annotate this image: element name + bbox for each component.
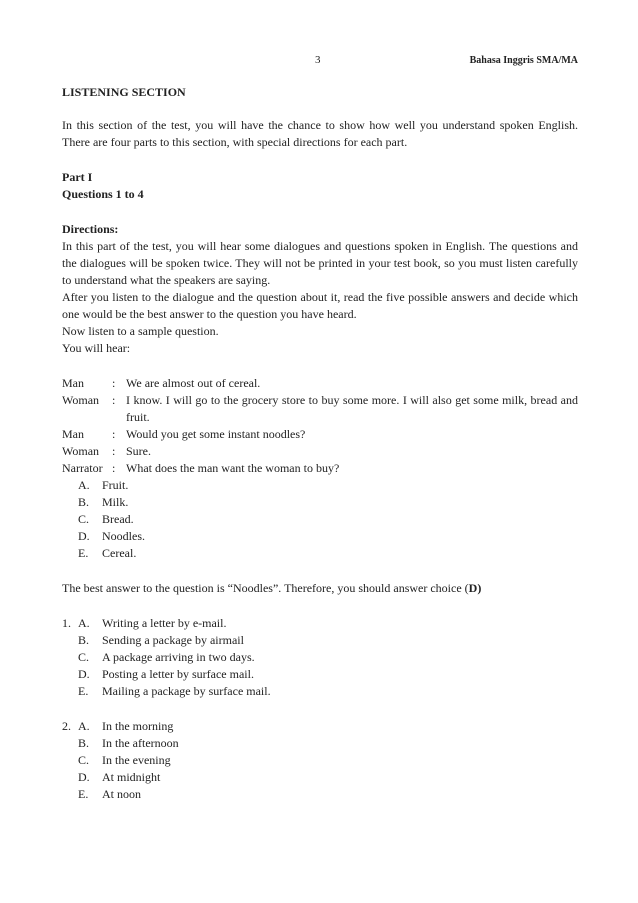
option-text: Bread. [102, 512, 134, 526]
option [78, 545, 578, 562]
option-text: Mailing a package by surface mail. [102, 684, 271, 698]
option-text: In the afternoon [102, 736, 179, 750]
section-intro: In this section of the test, you will have the chance to show how well you understand spoken English. There are four parts to this section, with special directions for each part. [62, 118, 578, 149]
option-text: Writing a letter by e-mail. [102, 616, 227, 630]
speaker-colon: : [112, 461, 116, 475]
dialogue-line [62, 392, 578, 426]
utterance: Sure. [126, 444, 151, 458]
speaker-colon: : [112, 444, 116, 458]
dialogue-line [62, 426, 578, 443]
best-answer-note [62, 580, 578, 597]
option [78, 477, 578, 494]
page-content [62, 84, 578, 803]
option [78, 615, 578, 632]
directions-heading: Directions: [62, 222, 119, 236]
utterance: What does the man want the woman to buy? [126, 461, 340, 475]
option [78, 494, 578, 511]
section-title: LISTENING SECTION [62, 85, 186, 99]
option-text: Cereal. [102, 546, 137, 560]
part-title: Part I [62, 170, 93, 184]
option-text: Noodles. [102, 529, 145, 543]
utterance: We are almost out of cereal. [126, 376, 261, 390]
option-text: Sending a package by airmail [102, 633, 244, 647]
option-letter: C. [78, 753, 90, 767]
book-title: Bahasa Inggris SMA/MA [469, 55, 578, 66]
page-number: 3 [315, 54, 321, 66]
option [78, 649, 578, 666]
speaker-colon: : [112, 427, 116, 441]
directions-paragraph: In this part of the test, you will hear some dialogues and questions spoken in English. The questions and the dialogues will be spoken twice. They will not be printed in your test book, so you must listen carefully to understand what the speakers are saying. [62, 239, 578, 287]
option [78, 786, 578, 803]
option-letter: B. [78, 633, 90, 647]
directions-paragraph: Now listen to a sample question. [62, 324, 219, 338]
option-text: At midnight [102, 770, 161, 784]
question-number: 2. [62, 719, 71, 733]
option-text: Posting a letter by surface mail. [102, 667, 254, 681]
speaker: Narrator [62, 461, 103, 475]
question-options [78, 718, 578, 803]
speaker: Woman [62, 393, 100, 407]
utterance: Would you get some instant noodles? [126, 427, 306, 441]
dialogue-line [62, 443, 578, 460]
question-number: 1. [62, 616, 71, 630]
option [78, 528, 578, 545]
page-header [62, 52, 578, 68]
option [78, 666, 578, 683]
option-letter: E. [78, 546, 89, 560]
directions-paragraph: You will hear: [62, 341, 131, 355]
option-letter: C. [78, 512, 90, 526]
best-answer-choice: D) [468, 581, 482, 595]
option [78, 735, 578, 752]
dialogue-line [62, 460, 578, 477]
sample-options [62, 477, 578, 562]
option-text: In the evening [102, 753, 171, 767]
speaker-colon: : [112, 376, 116, 390]
option [78, 683, 578, 700]
option-letter: D. [78, 667, 90, 681]
option [78, 752, 578, 769]
option [78, 718, 578, 735]
option-text: A package arriving in two days. [102, 650, 255, 664]
questions-range: Questions 1 to 4 [62, 187, 144, 201]
option-letter: D. [78, 529, 90, 543]
option-letter: A. [78, 719, 90, 733]
speaker: Man [62, 376, 84, 390]
question-item [62, 615, 578, 700]
option-letter: C. [78, 650, 90, 664]
speaker: Woman [62, 444, 100, 458]
utterance: I know. I will go to the grocery store to buy some more. I will also get some milk, bread and fruit. [126, 393, 578, 424]
option-letter: E. [78, 684, 89, 698]
option-letter: E. [78, 787, 89, 801]
option-letter: D. [78, 770, 90, 784]
option [78, 769, 578, 786]
speaker: Man [62, 427, 84, 441]
sample-dialogue [62, 375, 578, 477]
speaker-colon: : [112, 393, 116, 407]
question-item [62, 718, 578, 803]
option-text: In the morning [102, 719, 174, 733]
option-text: Fruit. [102, 478, 129, 492]
best-answer-text: The best answer to the question is “Noodles”. Therefore, you should answer choice ( [62, 581, 469, 595]
option [78, 632, 578, 649]
option-letter: A. [78, 478, 90, 492]
option-text: At noon [102, 787, 141, 801]
option-text: Milk. [102, 495, 129, 509]
dialogue-line [62, 375, 578, 392]
option-letter: B. [78, 736, 90, 750]
directions-paragraph: After you listen to the dialogue and the question about it, read the five possible answers and decide which one would be the best answer to the question you have heard. [62, 290, 578, 321]
option [78, 511, 578, 528]
option-letter: B. [78, 495, 90, 509]
option-letter: A. [78, 616, 90, 630]
question-options [78, 615, 578, 700]
